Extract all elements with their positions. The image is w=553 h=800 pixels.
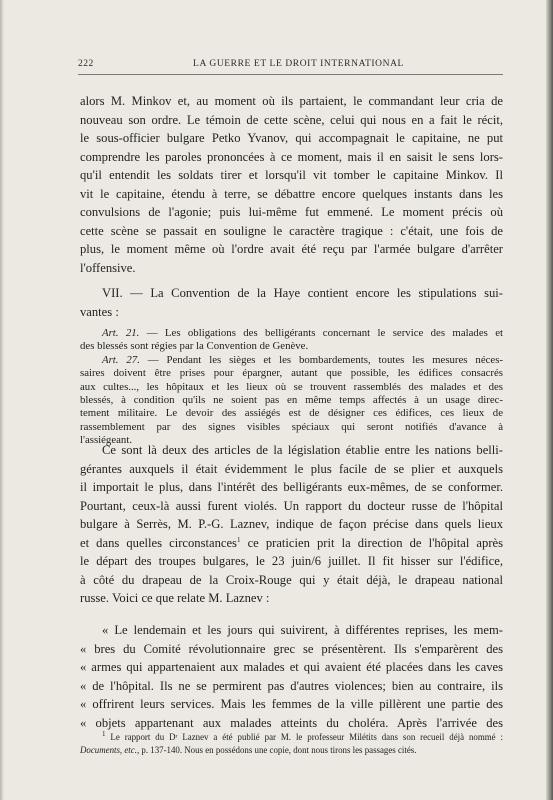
text-line: le départ des troupes bulgares, le 23 juin/6 juillet. Il fit hisser sur l'édifice,	[80, 554, 503, 568]
text-line: Ce sont là deux des articles de la législation établie entre les nations belli-	[102, 443, 503, 457]
quote-line: « de l'hôpital. Ils ne se permirent pas d'autres violences; bien au contraire, ils	[80, 678, 503, 693]
text-line: blessés, à condition qu'ils ne soient pas en même temps affectés à un usage direc-	[80, 394, 503, 407]
convention-articles	[80, 327, 503, 448]
text-line-with-footnote: et dans quelles circonstances$^1$ ce praticien prit la direction de l'hôpital après	[80, 535, 503, 550]
quote-line: « bres du Comité révolutionnaire grec se présentèrent. Ils s'emparèrent des	[80, 641, 503, 656]
footnote-marker: 1	[102, 730, 106, 739]
footnote-line: Documents, etc., p. 137-140. Nous en possédons une copie, dont nous tirons les passages cités.	[80, 744, 417, 755]
text-line: l'assiégeant.	[80, 434, 133, 447]
text-line: nouveau son ordre. Le témoin de cette scène, celui qui nous en a fait le récit,	[80, 112, 503, 127]
text-line: alors M. Minkov et, au moment où ils partaient, le commandant leur cria de	[80, 94, 503, 108]
footnote-line: $^1$ Le rapport du Dʳ Laznev a été publié par M. le professeur Milétits dans son recueil déjà nommé :	[102, 730, 503, 742]
text-line: bulgare à Serrès, M. P.-G. Laznev, indique de façon précise dans quels lieux	[80, 517, 503, 531]
text-line: russe. Voici ce que relate M. Laznev :	[80, 591, 270, 605]
article-21-label: Art. 21.	[102, 327, 140, 339]
quote-line: « armes qui appartenaient aux malades et qui avaient été placées dans les caves	[80, 660, 503, 674]
text-line: saires doivent être prises pour épargner, autant que possible, les édifices consacrés	[80, 367, 503, 380]
text-line: gérantes auxquels il était évidemment le plus facile de se plier et auxquels	[80, 461, 503, 476]
text-line: convulsions de l'agonie; puis lui-même fut emmené. Le moment précis où	[80, 205, 503, 219]
text-line: VII. — La Convention de la Haye contient encore les stipulations sui-	[102, 286, 503, 300]
text-line: Pourtant, ceux-là aussi furent violés. Un rapport du docteur russe de l'hôpital	[80, 498, 503, 513]
header-rule	[78, 74, 503, 75]
text-line: rassemblement par des signes visibles spéciaux qui seront notifiés d'avance à	[80, 420, 503, 433]
running-header	[78, 59, 503, 73]
quotation-laznev	[80, 621, 503, 732]
page-left-shadow	[0, 0, 4, 800]
quote-line: « objets appartenant aux malades atteints du choléra. Après l'arrivée des	[80, 715, 503, 730]
article-21-line: Art. 21. — Les obligations des belligérants concernant le service des malades et	[102, 327, 503, 339]
text-line: aux cultes..., les hôpitaux et les lieux où se trouvent rassemblés des malades et des	[80, 380, 503, 393]
paragraph-laznev-report	[80, 441, 503, 608]
page-number: 222	[78, 59, 94, 69]
text-line: le sous-officier bulgare Petko Yvanov, qui accompagnait le capitaine, ne put	[80, 131, 503, 145]
text-line: vantes :	[80, 304, 119, 319]
quote-line: « offrirent leurs services. Mais les femmes de la ville pillèrent une partie des	[80, 697, 503, 711]
page-right-shadow	[546, 0, 553, 800]
text-line: vit le capitaine, étendu à terre, se débattre encore quelques instants dans les	[80, 186, 503, 201]
text-line: des blessés sont régies par la Convention de Genève.	[80, 340, 309, 353]
text-line: qu'il entendit les soldats tirer et lorsqu'il vit tomber le capitaine Minkov. Il	[80, 168, 503, 182]
footnote-title: Documents, etc.	[80, 744, 137, 755]
quote-line: « Le lendemain et les jours qui suivirent, à différentes reprises, les mem-	[102, 623, 503, 637]
paragraph-continuation	[80, 92, 503, 277]
footnote-reference: 1	[236, 535, 241, 544]
text-line: plus, le moment même où l'ordre avait été reçu par l'armée bulgare d'arrêter	[80, 242, 503, 256]
text-line: il importait le plus, dans l'intérêt des belligérants eux-mêmes, de se conformer.	[80, 480, 503, 494]
text-line: tement militaire. Le devoir des assiégés est de désigner ces édifices, ces lieux de	[80, 407, 503, 420]
article-27-line: Art. 27. — Pendant les sièges et les bombardements, toutes les mesures néces-	[102, 353, 503, 366]
section-vii-intro	[80, 284, 503, 321]
running-title: LA GUERRE ET LE DROIT INTERNATIONAL	[193, 59, 404, 69]
text-line: l'offensive.	[80, 260, 136, 275]
text-line: cette scène se passait en souligne le caractère tragique : c'était, une fois de	[80, 223, 503, 238]
footnote	[80, 731, 503, 756]
article-27-label: Art. 27.	[102, 353, 140, 366]
text-line: à côté du drapeau de la Croix-Rouge qui y était déjà, le drapeau national	[80, 572, 503, 587]
text-line: comprendre les paroles prononcées à ce moment, mais il en saisit le sens lors-	[80, 149, 503, 164]
